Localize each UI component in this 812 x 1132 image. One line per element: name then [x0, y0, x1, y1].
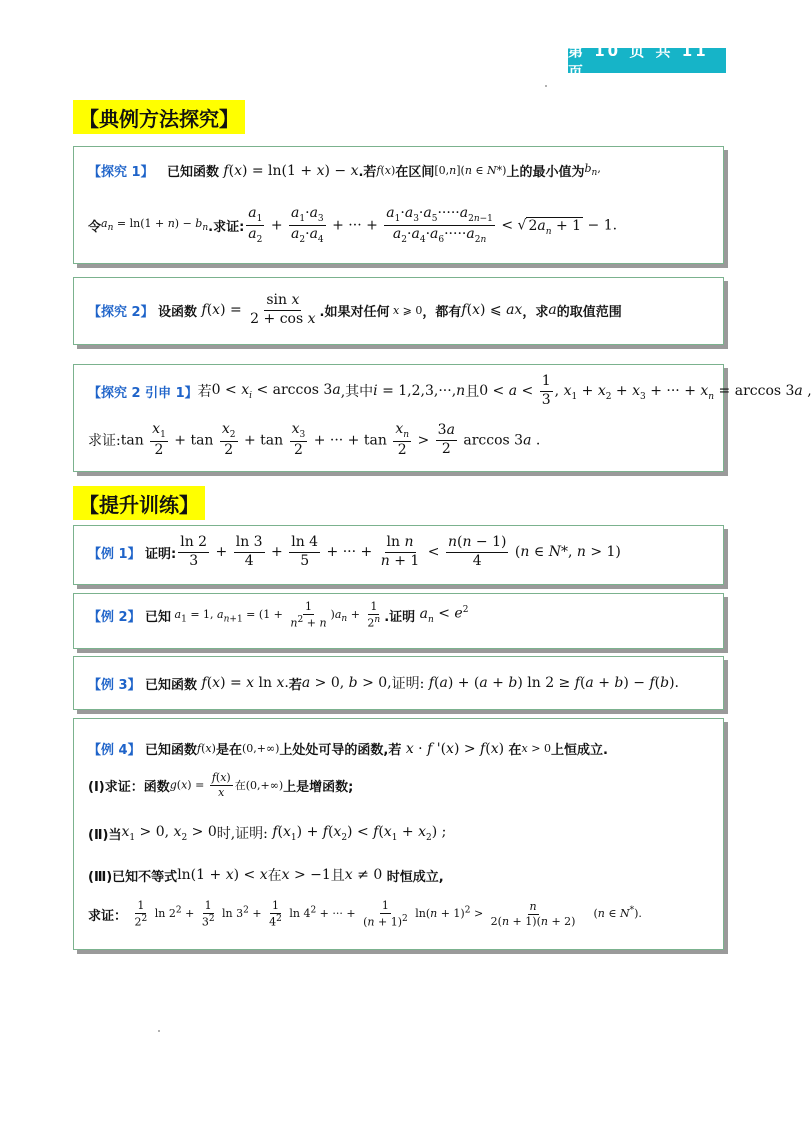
formula: f(x) = x ln x. — [201, 675, 289, 691]
formula: $a_n < e^2$ — [419, 605, 469, 625]
text: 且 — [465, 384, 480, 400]
example-4-line-1 — [88, 739, 608, 758]
text: 在区间 — [395, 165, 435, 180]
text: 若 — [197, 384, 212, 400]
text: 已知函数 — [145, 743, 198, 758]
text: 已知函数 — [145, 677, 198, 693]
example-2-box — [73, 593, 724, 649]
explore-2-line — [88, 292, 622, 328]
formula: $a_n = \ln(1 + n) - b_n$ — [101, 217, 209, 234]
text: 上的最小值为 — [506, 165, 585, 180]
text: 已知函数 — [166, 165, 219, 180]
formula: x > −1 — [281, 867, 331, 883]
formula: (0,+∞) — [241, 742, 280, 755]
text: (Ⅱ)当 — [88, 827, 122, 843]
example-3-box — [73, 656, 724, 710]
text: 若 — [288, 677, 302, 693]
example-4-part-1 — [88, 771, 353, 800]
text: 已知 — [145, 609, 172, 625]
example-2-line — [88, 600, 468, 630]
text: 在 — [508, 743, 522, 758]
text: 时恒成立, — [386, 869, 444, 885]
formula: $x_1 > 0$, $x_2 > 0$ — [121, 823, 217, 843]
text: 证明: — [391, 676, 425, 692]
formula: f(x) = ln(1 + x) − x — [223, 162, 359, 179]
text: ,其中 — [340, 384, 374, 400]
text: 在 — [267, 868, 282, 884]
explore-2b-tag: 【探究 2 引申 1】 — [88, 385, 198, 401]
decor-dot — [158, 1030, 160, 1032]
text: (Ⅲ)已知不等式 — [88, 869, 178, 885]
example-2-tag: 【例 2】 — [88, 609, 141, 625]
formula: $\frac{\ln 2}{3}$ + $\frac{\ln 3}{4}$ + $\frac{\ln 4}{5}$ + ··· + $\frac{\text{ln n}}{n + 1}$ < $\frac{n(n - 1)}{4}$ (n ∈ N*, n > 1) — [180, 534, 621, 569]
formula: 0 < a < $\frac{1}{3}$ , $x_1 + x_2 + x_3$ + ··· + $x_n = \arccos 3a$ , — [479, 373, 812, 408]
explore-1-line-1 — [88, 161, 601, 180]
text: 且 — [330, 868, 345, 884]
example-1-line — [88, 534, 621, 570]
formula: [0,n](n ∈ N*) — [434, 164, 507, 177]
formula: (0,+∞) — [245, 778, 284, 792]
formula: $0 < x_i < \arccos 3a$ — [211, 381, 341, 401]
explore-2-tag: 【探究 2】 — [88, 304, 154, 320]
text: 时,证明: — [216, 826, 268, 842]
formula: $\frac{1}{2^2}$ $\ln 2^2$ + $\frac{1}{3^2}$ $\ln 3^2$ + $\frac{1}{4^2}$ $\ln 4^2$ + ··· + $\frac{1}{(n + 1)^2}$ $\ln(n + 1)^2$ > $\frac{n}{2(n + 1)(n + 2)}$ (n ∈ N*). — [134, 899, 642, 929]
formula: tan $\frac{x_1}{2}$ + tan $\frac{x_2}{2}$ + tan $\frac{x_3}{2}$ + ··· + tan $\frac{x_n}{2}$ > $\frac{3a}{2}$ arccos 3a . — [120, 421, 541, 459]
formula: x > 0 — [521, 742, 551, 755]
text: 上是增函数; — [283, 779, 354, 795]
formula: f(x) — [376, 164, 396, 177]
example-4-box — [73, 718, 724, 950]
text: ，都有 — [422, 304, 462, 320]
formula: f(x) = $\frac{\text{sin x}}{\text{2 + cos x}}$ — [201, 292, 316, 327]
text: 在 — [234, 779, 246, 793]
formula: a > 0, b > 0, — [301, 675, 392, 691]
text: .若 — [358, 165, 377, 180]
text: ，求 — [522, 304, 549, 320]
text: 令 — [88, 220, 102, 236]
example-4-part-3 — [88, 865, 444, 885]
formula: x ⩾ 0 — [392, 303, 423, 317]
explore-2-extension-box — [73, 364, 812, 472]
formula: $f(x_1) + f(x_2) < f(x_1 + x_2)$ ; — [272, 823, 447, 843]
example-4-part-4 — [88, 899, 642, 929]
text: 上处处可导的函数,若 — [279, 743, 402, 758]
text: .如果对任何 — [319, 304, 390, 320]
page-number-badge: 第 10 页 共 11 页 — [568, 48, 726, 73]
example-4-part-2 — [88, 823, 446, 843]
formula: x · f '(x) > f(x) — [405, 740, 509, 757]
section-title-methods: 【典例方法探究】 — [73, 100, 245, 134]
explore-2b-line-2 — [88, 421, 540, 460]
example-3-line — [88, 673, 679, 693]
example-4-tag: 【例 4】 — [88, 743, 141, 758]
formula: $b_n$, — [584, 162, 601, 179]
formula: ln(1 + x) < x — [177, 867, 268, 883]
example-3-tag: 【例 3】 — [88, 677, 141, 693]
text: 是在 — [215, 743, 242, 758]
formula: $\frac{a_1}{a_2}$ + $\frac{a_1\cdot a_3}{a_2\cdot a_4}$ + ··· + $\frac{a_1\cdot a_3\cdot a_5\cdot\cdot\cdot\cdot\cdot a_{2n-1}}{a_2\cdot a_4\cdot a_6\cdot\cdot\cdot\cdot\cdot a_{2n}}$ < √ $2a_n + 1 - 1$. — [248, 205, 618, 245]
formula: g(x) = $\frac{f(x)}{x}$ — [169, 771, 231, 799]
formula: i = 1,2,3,···,n — [373, 383, 466, 399]
text: .求证: — [208, 220, 245, 236]
explore-1-tag: 【探究 1】 — [88, 165, 154, 180]
formula: a — [548, 302, 557, 318]
explore-1-line-2 — [88, 205, 617, 246]
text: 求证： — [88, 908, 128, 924]
formula: x ≠ 0 — [344, 867, 387, 883]
formula: f(x) — [197, 742, 216, 755]
example-1-tag: 【例 1】 — [88, 546, 141, 562]
text: .证明 — [384, 609, 416, 625]
explore-2b-line-1 — [88, 373, 812, 409]
example-1-box — [73, 525, 724, 585]
text: 设函数 — [158, 304, 198, 320]
formula: f(a) + (a + b) ln 2 ≥ f(a + b) − f(b). — [428, 675, 680, 691]
text: 的取值范围 — [556, 304, 622, 320]
text: 上恒成立. — [550, 743, 608, 758]
formula: f(x) ⩽ ax — [461, 302, 523, 318]
formula: $a_1 = 1$, $a_{n+1} = (1$ + $\frac{1}{n^2 + n}$ )$a_n$ + $\frac{1}{2^n}$ — [174, 600, 381, 630]
explore-2-box — [73, 277, 724, 345]
explore-1-box — [73, 146, 724, 264]
text: (Ⅰ)求证：函数 — [88, 779, 170, 795]
section-title-training: 【提升训练】 — [73, 486, 205, 520]
text: 证明: — [145, 546, 177, 562]
text: 求证: — [88, 433, 121, 450]
decor-dot — [545, 85, 547, 87]
